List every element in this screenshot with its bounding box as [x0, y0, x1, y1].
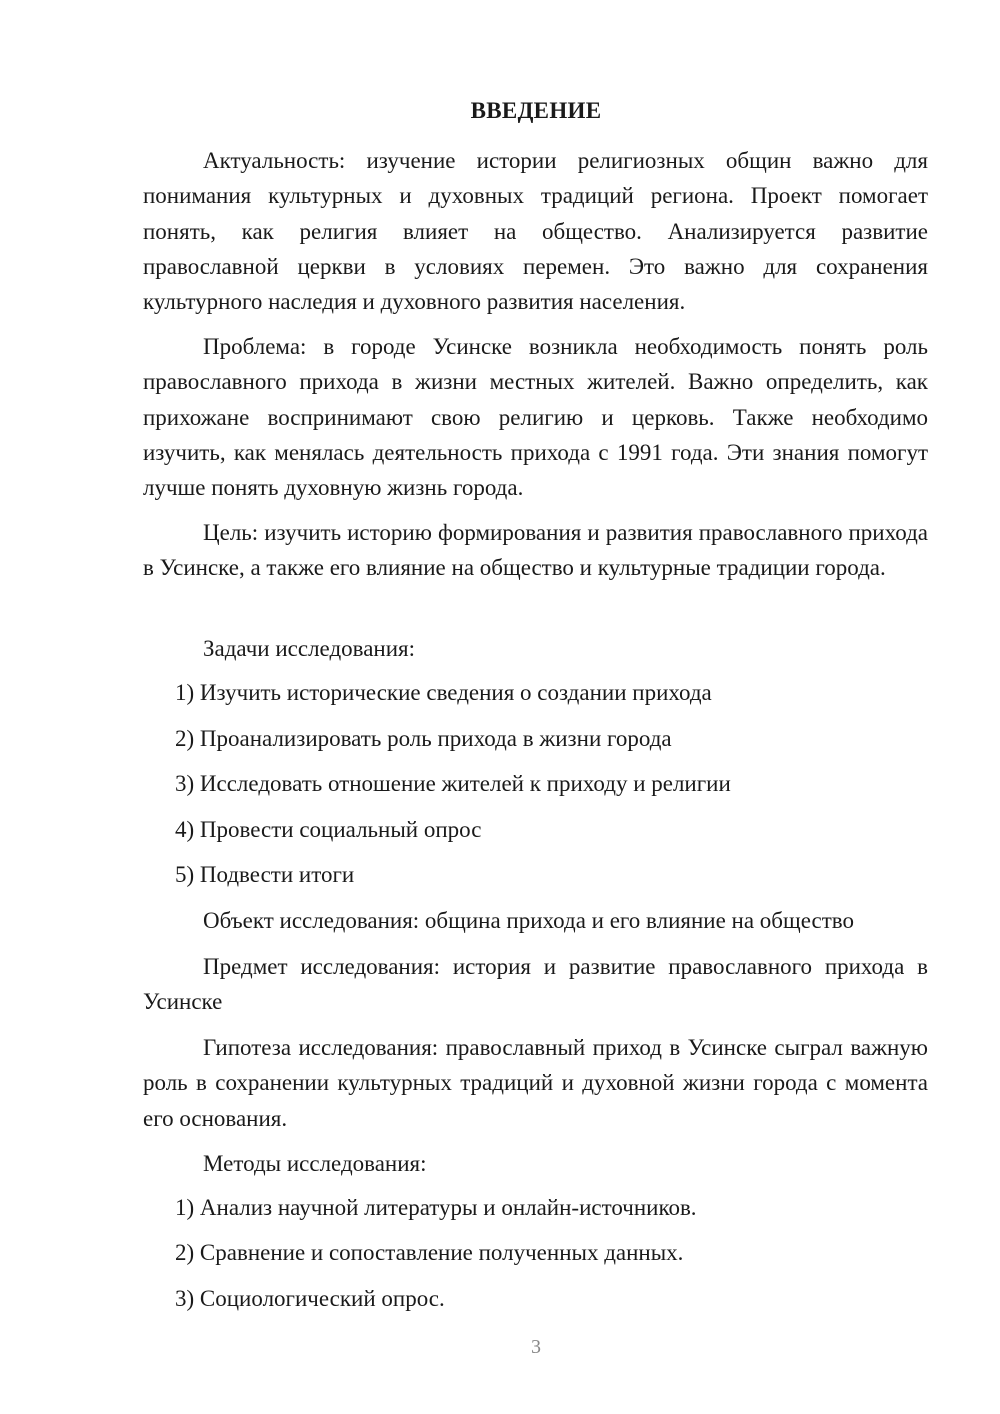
task-item: 5) Подвести итоги	[175, 862, 355, 887]
methods-heading: Методы исследования:	[203, 1151, 427, 1176]
page-number: 3	[531, 1336, 541, 1358]
method-item: 1) Анализ научной литературы и онлайн-источников.	[175, 1195, 697, 1220]
problem-paragraph: Проблема: в городе Усинске возникла необходимость понять роль православного прихода в жизни местных жителей. Важно определить, как прихожане воспринимают свою религию и церковь. Также необходимо изучить, как менялась деятельность прихода с 1991 года. Эти знания помогут лучше понять духовную жизнь города.	[143, 334, 928, 501]
object-paragraph: Объект исследования: община прихода и его влияние на общество	[203, 908, 854, 933]
task-item: 2) Проанализировать роль прихода в жизни города	[175, 726, 672, 751]
task-item: 1) Изучить исторические сведения о создании прихода	[175, 680, 712, 705]
method-item: 3) Социологический опрос.	[175, 1286, 445, 1311]
tasks-heading: Задачи исследования:	[203, 636, 416, 661]
method-item: 2) Сравнение и сопоставление полученных данных.	[175, 1240, 684, 1265]
subject-paragraph: Предмет исследования: история и развитие православного прихода в Усинске	[143, 954, 928, 1015]
task-item: 4) Провести социальный опрос	[175, 817, 482, 842]
hypothesis-paragraph: Гипотеза исследования: православный приход в Усинске сыграл важную роль в сохранении культурных традиций и духовной жизни города с момента его основания.	[143, 1035, 928, 1131]
relevance-paragraph: Актуальность: изучение истории религиозных общин важно для понимания культурных и духовных традиций региона. Проект помогает понять, как религия влияет на общество. Анализируется развитие православной церкви в условиях перемен. Это важно для сохранения культурного наследия и духовного развития населения.	[143, 148, 928, 315]
page-title: ВВЕДЕНИЕ	[470, 98, 602, 123]
task-item: 3) Исследовать отношение жителей к приходу и религии	[175, 771, 731, 796]
goal-paragraph: Цель: изучить историю формирования и развития православного прихода в Усинске, а также его влияние на общество и культурные традиции города.	[143, 520, 928, 581]
